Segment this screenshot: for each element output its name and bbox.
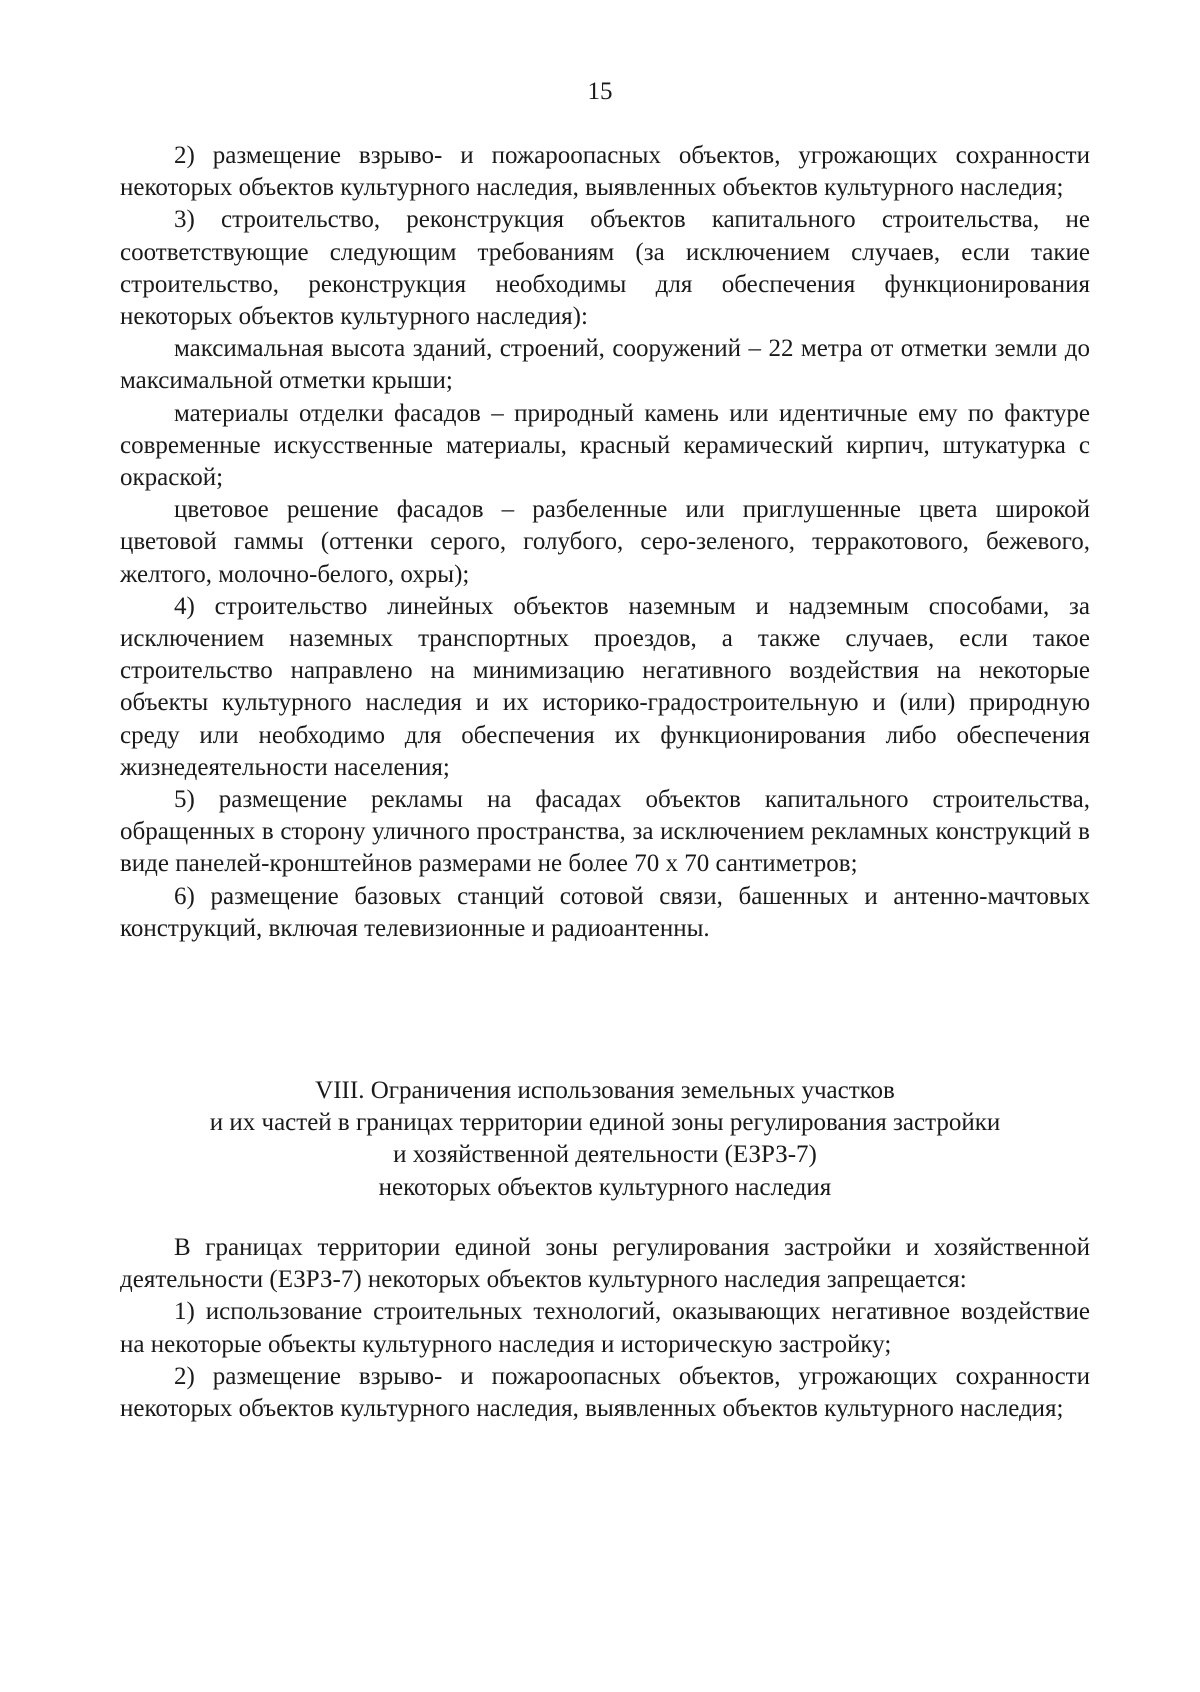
top-paragraphs [120, 140, 1090, 945]
section-heading-line: VIII. Ограничения использования земельных участков [315, 1077, 895, 1104]
paragraph: 1) использование строительных технологий, оказывающих негативное воздействие на некоторые объекты культурного наследия и историческую застройку; [120, 1298, 1090, 1358]
section-heading-line: и их частей в границах территории единой зоны регулирования застройки [209, 1109, 1001, 1137]
section-heading-line: некоторых объектов культурного наследия [378, 1173, 832, 1201]
paragraph: 4) строительство линейных объектов наземным и надземным способами, за исключением наземных транспортных проездов, а также случаев, если такое строительство направлено на минимизацию негативного воздействия на некоторые объекты культурного наследия и их историко-градостроительную и (или) природную среду или необходимо для обеспечения их функционирования либо обеспечения жизнедеятельности населения; [120, 592, 1090, 781]
bottom-paragraphs [120, 1232, 1090, 1425]
paragraph: В границах территории единой зоны регулирования застройки и хозяйственной деятельности (ЕЗРЗ-7) некоторых объектов культурного наследия запрещается: [120, 1234, 1090, 1294]
paragraph: 5) размещение рекламы на фасадах объектов капитального строительства, обращенных в сторону уличного пространства, за исключением рекламных конструкций в виде панелей-кронштейнов размерами не более 70 х 70 сантиметров; [120, 786, 1090, 878]
paragraph: 3) строительство, реконструкция объектов капитального строительства, не соответствующие следующим требованиям (за исключением случаев, если такие строительство, реконструкция необходимы для обеспечения функционирования некоторых объектов культурного наследия): [120, 206, 1090, 331]
paragraph: 6) размещение базовых станций сотовой связи, башенных и антенно-мачтовых конструкций, включая телевизионные и радиоантенны. [120, 882, 1090, 942]
paragraph: 2) размещение взрыво- и пожароопасных объектов, угрожающих сохранности некоторых объектов культурного наследия, выявленных объектов культурного наследия; [120, 142, 1090, 202]
paragraph: 2) размещение взрыво- и пожароопасных объектов, угрожающих сохранности некоторых объектов культурного наследия, выявленных объектов культурного наследия; [120, 1362, 1090, 1423]
section-heading [120, 1075, 1090, 1204]
page-number: 15 [587, 78, 613, 105]
paragraph: максимальная высота зданий, строений, сооружений – 22 метра от отметки земли до максимальной отметки крыши; [120, 335, 1090, 395]
paragraph: цветовое решение фасадов – разбеленные или приглушенные цвета широкой цветовой гаммы (оттенки серого, голубого, серо-зеленого, терракотового, бежевого, желтого, молочно-белого, охры); [120, 496, 1090, 588]
section-heading-line: и хозяйственной деятельности (ЕЗРЗ-7) [393, 1141, 817, 1169]
paragraph: материалы отделки фасадов – природный камень или идентичные ему по фактуре современные искусственные материалы, красный керамический кирпич, штукатурка с окраской; [120, 399, 1090, 492]
